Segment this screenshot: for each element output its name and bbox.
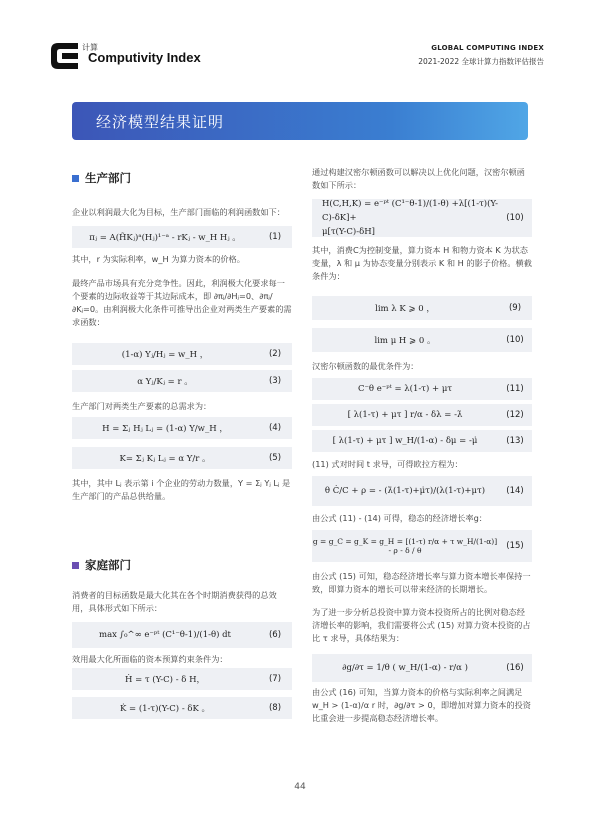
logo-c-icon: [48, 40, 86, 72]
equation-text: [ λ(1-τ) + μτ ] w_H/(1-α) - δμ = -μ̇: [332, 436, 478, 446]
equation-text: K̇ = (1-τ)(Y-C) - δK 。: [119, 704, 211, 714]
report-title-cn: 2021-2022 全球计算力指数评估报告: [418, 57, 544, 66]
paragraph: 效用最大化所面临的资本预算约束条件为：: [72, 654, 228, 664]
paragraph: 消费者的目标函数是最大化其在各个时期消费获得的总效用，具体形式如下所示：: [72, 590, 277, 613]
section-heading-production: [72, 170, 292, 186]
left-column-2: [72, 557, 292, 573]
equation-number: (8): [268, 703, 282, 713]
equation-6: [72, 622, 292, 648]
equation-16: [312, 654, 532, 682]
equation-number: (13): [506, 436, 524, 446]
equation-number: (3): [268, 376, 282, 386]
equation-number: (2): [268, 349, 282, 359]
equation-text: K= Σⱼ Kⱼ Lⱼ = α Y/r 。: [119, 454, 211, 464]
paragraph: 由公式 (15) 可知，稳态经济增长率与算力资本增长率保持一致，即算力资本的增长可以带来经济的长期增长。: [312, 571, 531, 594]
section-banner: [72, 102, 528, 140]
paragraph: 由公式 (16) 可知，当算力资本的价格与实际利率之间满足 w_H > (1-α)/α r 时，∂g/∂τ > 0，即增加对算力资本的投资比重会进一步提高稳态经济增长率。: [312, 687, 531, 723]
equation-number: (10): [506, 213, 524, 223]
equation-text: ∂g/∂τ = 1/θ ( w_H/(1-α) - r/α ): [342, 663, 468, 673]
paragraph: 其中，r 为实际利率，w_H 为算力资本的价格。: [72, 254, 245, 264]
logo-cn-text: 计算: [82, 43, 98, 52]
equation-2: [72, 343, 292, 365]
square-bullet-icon: [72, 175, 79, 182]
logo-text: Computivity Index: [88, 50, 201, 65]
equation-number: (1): [268, 232, 282, 242]
section-heading-label: 生产部门: [85, 171, 131, 185]
equation-11: [312, 378, 532, 400]
left-column: [72, 170, 292, 186]
equation-text: lim μ H ⩾ 0 。: [374, 336, 436, 346]
equation-5: [72, 447, 292, 469]
equation-line: H(C,H,K) = e⁻ᵖᵗ (C¹⁻θ-1)/(1-θ) +λ[(1-τ)(Y-C)-δK]+: [322, 199, 498, 223]
equation-text: πⱼ = A(H̃Kⱼ)ᵃ(Hⱼ)¹⁻ᵃ - rKⱼ - w_H Hⱼ 。: [89, 233, 241, 243]
equation-number: (4): [268, 423, 282, 433]
equation-text: [312, 197, 498, 239]
equation-14: [312, 476, 532, 506]
paragraph: 其中，消费C为控制变量，算力资本 H 和物力资本 K 为状态变量，λ 和 μ 为协态变量分别表示 K 和 H 的影子价格。横截条件为：: [312, 245, 532, 281]
equation-number: (16): [506, 663, 524, 673]
equation-text: (1-α) Yⱼ/Hⱼ = w_H ，: [121, 350, 209, 360]
equation-text: α Yⱼ/Kⱼ = r 。: [137, 377, 193, 387]
equation-text: Ḣ = τ (Y-C) - δ H，: [124, 675, 206, 685]
equation-number: (9): [508, 303, 522, 313]
equation-3: [72, 370, 292, 392]
paragraph: 其中，其中 Lⱼ 表示第 i 个企业的劳动力数量，Y = Σⱼ Yⱼ Lⱼ 是生产部门的产品总供给量。: [72, 478, 291, 501]
equation-15: [312, 530, 532, 562]
page-number: 44: [294, 782, 306, 792]
paragraph: 最终产品市场具有充分竞争性。因此，利润极大化要求每一个要素的边际收益等于其边际成本，即 ∂πⱼ/∂Hⱼ=0、∂πⱼ/∂Kⱼ=0。由利润极大化条件可推导出企业对两类生产要素的需求函数：: [72, 278, 292, 327]
logo: [48, 40, 201, 74]
equation-9: [312, 296, 532, 320]
equation-text: θ Ċ/C + ρ = - (λ̇(1-τ)+μ̇τ)/(λ(1-τ)+μτ): [324, 486, 486, 496]
equation-1: [72, 226, 292, 248]
paragraph: (11) 式对时间 t 求导，可得欧拉方程为：: [312, 459, 463, 469]
section-heading-household: [72, 557, 292, 573]
equation-number: (7): [268, 674, 282, 684]
equation-12: [312, 404, 532, 426]
equation-10b: [312, 328, 532, 352]
equation-number: (10): [506, 335, 524, 345]
equation-text: g = g_C = g_K = g_H = [(1-τ) r/α + τ w_H/(1-α)] - ρ - δ / θ: [312, 537, 498, 555]
square-bullet-icon: [72, 562, 79, 569]
equation-8: [72, 697, 292, 719]
equation-4: [72, 417, 292, 439]
report-title-en: GLOBAL COMPUTING INDEX: [431, 44, 544, 52]
equation-number: (5): [268, 453, 282, 463]
equation-13: [312, 430, 532, 452]
equation-number: (14): [506, 486, 524, 496]
equation-text: lim λ K ⩾ 0 ，: [375, 304, 435, 314]
section-heading-label: 家庭部门: [85, 558, 131, 572]
equation-10: [312, 199, 532, 237]
paragraph: 生产部门对两类生产要素的总需求为：: [72, 401, 212, 411]
equation-text: max ∫₀^∞ e⁻ᵖᵗ (C¹⁻θ-1)/(1-θ) dt: [99, 630, 231, 640]
equation-line: μ[τ(Y-C)-δH]: [322, 227, 375, 237]
equation-text: [ λ(1-τ) + μτ ] r/α - δλ = -λ̇: [347, 410, 463, 420]
equation-7: [72, 668, 292, 690]
equation-number: (11): [506, 384, 524, 394]
banner-title: 经济模型结果证明: [96, 113, 225, 131]
equation-text: H = Σⱼ Hⱼ Lⱼ = (1-α) Y/w_H ，: [102, 424, 228, 434]
paragraph: 由公式 (11) - (14) 可得，稳态的经济增长率g：: [312, 513, 487, 523]
equation-number: (6): [268, 630, 282, 640]
paragraph: 企业以利润最大化为目标，生产部门面临的利润函数如下：: [72, 207, 285, 217]
paragraph: 通过构建汉密尔顿函数可以解决以上优化问题，汉密尔顿函数如下所示：: [312, 167, 525, 190]
equation-number: (15): [506, 541, 524, 551]
equation-number: (12): [506, 410, 524, 420]
paragraph: 汉密尔顿函数的最优条件为：: [312, 361, 419, 371]
equation-text: C⁻θ e⁻ᵖᵗ = λ(1-τ) + μτ: [357, 384, 453, 394]
paragraph: 为了进一步分析总投资中算力资本投资所占的比例对稳态经济增长率的影响，我们需要将公式 (15) 对算力资本投资的占比 τ 求导，具体结果为：: [312, 607, 531, 643]
